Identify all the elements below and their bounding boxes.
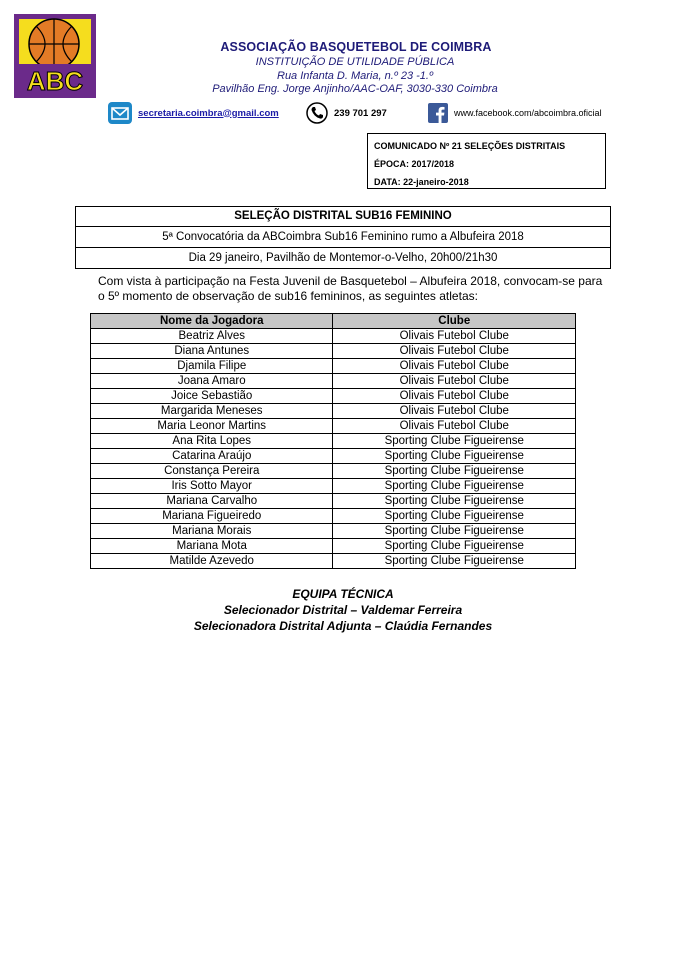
technical-staff [120, 586, 566, 634]
intro-paragraph: Com vista à participação na Festa Juvenil de Basquetebol – Albufeira 2018, convocam-se para o 5º momento de observação de sub16 femininos, as seguintes atletas: [98, 274, 603, 303]
table-row [91, 434, 576, 449]
communique-number: COMUNICADO Nº 21 SELEÇÕES DISTRITAIS [374, 141, 566, 151]
communique-box [367, 133, 606, 189]
players-table [90, 313, 576, 569]
player-name: Margarida Meneses [91, 404, 333, 419]
player-club: Sporting Clube Figueirense [333, 524, 576, 539]
org-address-2: Pavilhão Eng. Jorge Anjinho/AAC-OAF, 3030-330 Coimbra [212, 83, 498, 95]
player-name: Mariana Morais [91, 524, 333, 539]
column-header-club: Clube [333, 314, 576, 329]
table-row [91, 539, 576, 554]
player-name: Mariana Figueiredo [91, 509, 333, 524]
table-row [91, 449, 576, 464]
player-club: Sporting Clube Figueirense [333, 539, 576, 554]
selection-title: SELEÇÃO DISTRITAL SUB16 FEMININO [76, 207, 610, 227]
player-club: Olivais Futebol Clube [333, 419, 576, 434]
table-row [91, 464, 576, 479]
org-name: ASSOCIAÇÃO BASQUETEBOL DE COIMBRA [220, 40, 492, 54]
facebook-icon [428, 103, 448, 123]
player-club: Sporting Clube Figueirense [333, 494, 576, 509]
selection-call: 5ª Convocatória da ABCoimbra Sub16 Feminino rumo a Albufeira 2018 [76, 227, 610, 248]
email-link[interactable]: secretaria.coimbra@gmail.com [138, 107, 279, 119]
table-row [91, 374, 576, 389]
table-row [91, 359, 576, 374]
communique-date: DATA: 22-janeiro-2018 [374, 177, 469, 187]
player-name: Joice Sebastião [91, 389, 333, 404]
player-name: Mariana Carvalho [91, 494, 333, 509]
table-row [91, 329, 576, 344]
player-name: Beatriz Alves [91, 329, 333, 344]
table-header-row [91, 314, 576, 329]
table-row [91, 494, 576, 509]
player-name: Iris Sotto Mayor [91, 479, 333, 494]
player-club: Sporting Clube Figueirense [333, 464, 576, 479]
phone-icon [306, 102, 328, 124]
contact-phone [306, 101, 387, 125]
column-header-player: Nome da Jogadora [91, 314, 333, 329]
table-row [91, 479, 576, 494]
org-subtitle: INSTITUIÇÃO DE UTILIDADE PÚBLICA [255, 56, 455, 68]
player-club: Sporting Clube Figueirense [333, 449, 576, 464]
selection-box [75, 206, 611, 269]
table-row [91, 389, 576, 404]
basketball-logo-icon [14, 14, 96, 98]
player-name: Mariana Mota [91, 539, 333, 554]
contact-email[interactable] [108, 101, 279, 125]
table-row [91, 419, 576, 434]
player-name: Constança Pereira [91, 464, 333, 479]
player-club: Sporting Clube Figueirense [333, 479, 576, 494]
player-club: Olivais Futebol Clube [333, 404, 576, 419]
svg-text:ABC: ABC [26, 66, 84, 96]
selection-when-where: Dia 29 janeiro, Pavilhão de Montemor-o-Velho, 20h00/21h30 [188, 252, 498, 264]
contact-facebook[interactable] [428, 101, 602, 125]
communique-season: ÉPOCA: 2017/2018 [374, 159, 455, 169]
staff-head-coach: Selecionador Distrital – Valdemar Ferreira [223, 603, 463, 617]
table-row [91, 524, 576, 539]
table-row [91, 509, 576, 524]
player-name: Maria Leonor Martins [91, 419, 333, 434]
player-club: Olivais Futebol Clube [333, 329, 576, 344]
org-address-1: Rua Infanta D. Maria, n.º 23 -1.º [277, 70, 433, 82]
player-name: Catarina Araújo [91, 449, 333, 464]
staff-assistant-coach: Selecionadora Distrital Adjunta – Claúdia Fernandes [193, 619, 493, 633]
player-club: Olivais Futebol Clube [333, 389, 576, 404]
player-name: Djamila Filipe [91, 359, 333, 374]
player-name: Diana Antunes [91, 344, 333, 359]
player-club: Sporting Clube Figueirense [333, 554, 576, 569]
player-club: Olivais Futebol Clube [333, 374, 576, 389]
player-club: Sporting Clube Figueirense [333, 509, 576, 524]
facebook-link[interactable]: www.facebook.com/abcoimbra.oficial [454, 108, 602, 118]
player-name: Matilde Azevedo [91, 554, 333, 569]
player-name: Joana Amaro [91, 374, 333, 389]
table-row [91, 404, 576, 419]
table-row [91, 344, 576, 359]
player-club: Sporting Clube Figueirense [333, 434, 576, 449]
player-club: Olivais Futebol Clube [333, 344, 576, 359]
staff-title: EQUIPA TÉCNICA [292, 587, 394, 601]
phone-number: 239 701 297 [334, 107, 387, 119]
table-row [91, 554, 576, 569]
player-club: Olivais Futebol Clube [333, 359, 576, 374]
mail-icon [108, 102, 132, 124]
abc-logo [14, 14, 96, 98]
player-name: Ana Rita Lopes [91, 434, 333, 449]
